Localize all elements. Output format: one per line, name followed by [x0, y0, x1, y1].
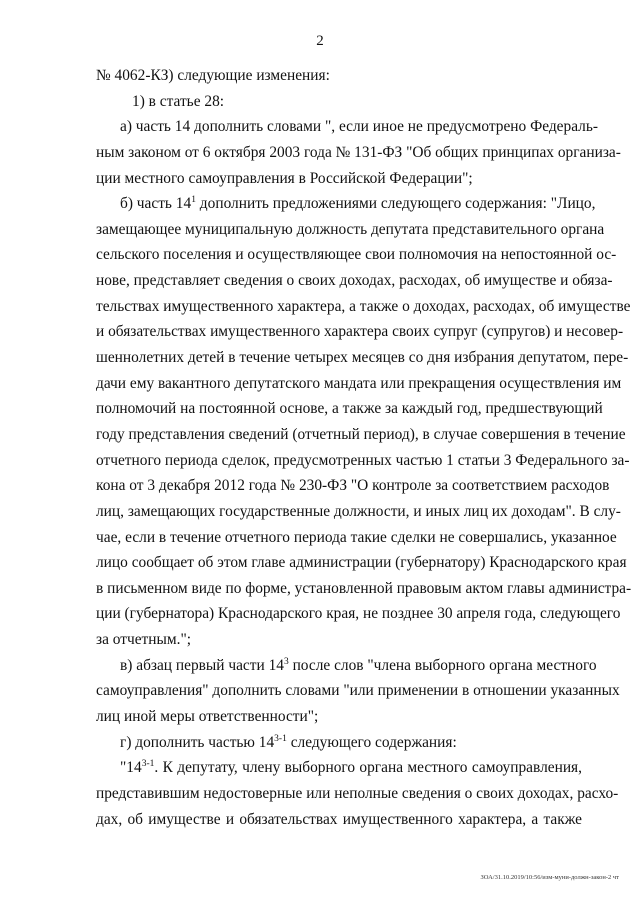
- text-line-content: шеннолетних детей в течение четырех месяцев со дня избрания депутатом, пере-: [96, 349, 629, 367]
- text-line-content: г) дополнить частью 14: [120, 733, 275, 751]
- text-line: [96, 396, 603, 422]
- text-line-content: дачи ему вакантного депутатского мандата или прекращения осуществления им: [96, 374, 622, 392]
- superscript-index: 1: [191, 195, 196, 206]
- text-line-content: в письменном виде по форме, установленной правовым актом главы администра-: [96, 579, 632, 597]
- text-line-content: лиц иной меры ответственности";: [96, 708, 319, 726]
- text-line: [96, 63, 582, 89]
- text-line: [96, 448, 630, 474]
- text-line-continuation: после слов "члена выборного органа местного: [288, 656, 597, 674]
- text-line-content: а) часть 14 дополнить словами ", если иное не предусмотрено Федераль-: [120, 118, 599, 136]
- text-line: [96, 678, 620, 704]
- text-line-content: и обязательствах имущественного характера своих супруг (супругов) и несовер-: [96, 323, 624, 341]
- text-line-content: лиц, замещающих государственные должности, и иных лиц их доходам". В слу-: [96, 502, 621, 520]
- text-line: [96, 191, 596, 217]
- text-line: [96, 114, 599, 140]
- text-line-content: б) часть 14: [120, 195, 192, 213]
- text-line-content: замещающее муниципальную должность депутата представительного органа: [96, 220, 605, 238]
- text-line-content: дах, об имуществе и обязательствах имущественного характера, а также: [96, 810, 582, 828]
- superscript-index: 3-1: [141, 759, 155, 770]
- text-line-content: отчетного периода сделок, предусмотренных частью 1 статьи 3 Федерального за-: [96, 451, 630, 469]
- text-line: [96, 781, 619, 807]
- text-line: [96, 730, 582, 756]
- text-line: [96, 294, 631, 320]
- document-body: [96, 63, 632, 832]
- text-line-content: "14: [120, 759, 142, 777]
- text-line: [96, 627, 582, 653]
- text-line: [96, 140, 621, 166]
- text-line: [96, 550, 627, 576]
- text-line: [96, 345, 629, 371]
- text-line-content: № 4062-КЗ) следующие изменения:: [96, 67, 330, 84]
- text-line-content: сельского поселения и осуществляющее свои полномочия на непостоянной ос-: [96, 246, 617, 264]
- text-line: [96, 653, 597, 679]
- text-line-continuation: следующего содержания:: [286, 733, 457, 751]
- text-line-content: ции (губернатора) Краснодарского края, не позднее 30 апреля года, следующего: [96, 605, 621, 623]
- text-line-content: кона от 3 декабря 2012 года № 230-ФЗ "О контроле за соответствием расходов: [96, 477, 610, 495]
- text-line: [96, 89, 582, 115]
- text-line: [96, 704, 582, 730]
- text-line-content: нове, представляет сведения о своих доходах, расходах, об имуществе и обяза-: [96, 272, 613, 290]
- text-line-continuation: дополнить предложениями следующего содержания: "Лицо,: [195, 195, 596, 213]
- superscript-index: 3-1: [274, 733, 287, 744]
- text-line: [96, 525, 617, 551]
- text-line-content: представившим недостоверные или неполные сведения о своих доходах, расхо-: [96, 784, 619, 802]
- text-line: [96, 422, 626, 448]
- text-line: [96, 473, 610, 499]
- text-line-content: лицо сообщает об этом главе администрации (губернатору) Краснодарского края: [96, 554, 627, 572]
- text-line-content: году представления сведений (отчетный период), в случае совершения в течение: [96, 425, 626, 443]
- text-line-content: за отчетным.";: [96, 631, 191, 649]
- text-line: [96, 755, 582, 781]
- text-line: [96, 807, 582, 833]
- text-line-content: полномочий на постоянной основе, а также за каждый год, предшествующий: [96, 400, 603, 418]
- text-line: [96, 319, 624, 345]
- text-line: [96, 371, 622, 397]
- text-line-content: самоуправления" дополнить словами "или применении в отношении указанных: [96, 682, 620, 700]
- text-line: [96, 499, 621, 525]
- text-line: [96, 242, 617, 268]
- text-line-content: чае, если в течение отчетного периода такие сделки не совершались, указанное: [96, 528, 617, 546]
- text-line: [96, 576, 632, 602]
- text-line-content: ным законом от 6 октября 2003 года № 131-ФЗ "Об общих принципах организа-: [96, 143, 621, 161]
- page-number: 2: [316, 33, 324, 49]
- text-line-continuation: . К депутату, члену выборного органа местного самоуправления,: [154, 759, 582, 777]
- text-line: [96, 601, 621, 627]
- text-line: [96, 268, 613, 294]
- superscript-index: 3: [283, 656, 289, 667]
- text-line-content: 1) в статье 28:: [132, 92, 225, 110]
- text-line-content: в) абзац первый части 14: [120, 656, 284, 674]
- document-footer: ЗОА/31.10.2019/10:56/изм-муни-должн-закон-2 чт: [480, 874, 619, 881]
- text-line: [96, 166, 582, 192]
- text-line: [96, 217, 605, 243]
- text-line-content: тельствах имущественного характера, а также о доходах, расходах, об имуществе: [96, 297, 631, 315]
- text-line-content: ции местного самоуправления в Российской Федерации";: [96, 169, 473, 187]
